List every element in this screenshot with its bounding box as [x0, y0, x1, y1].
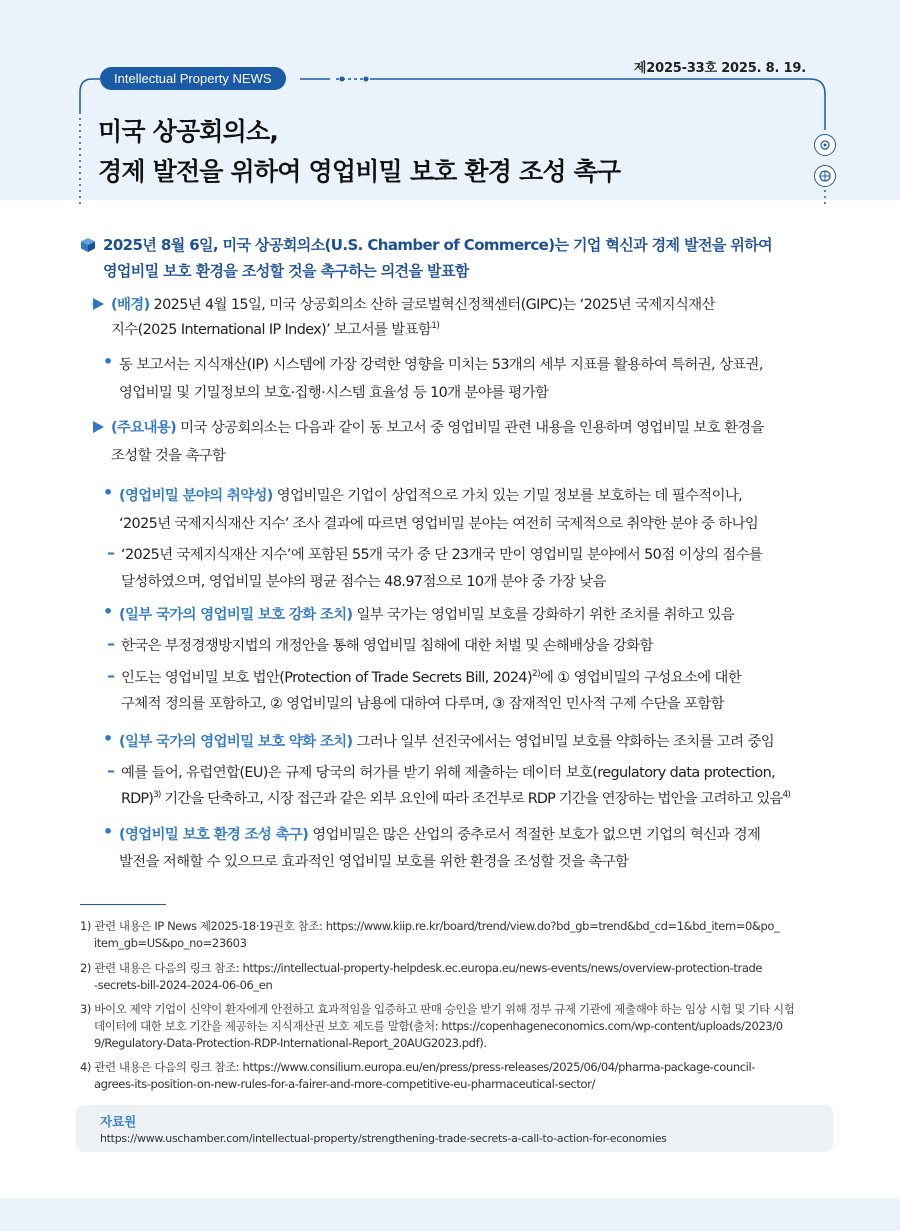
india-line-2: 구체적 정의를 포함하고, ② 영업비밀의 남용에 대하여 다루며, ③ 잠재적인 민사적 구제 수단을 포함함 — [121, 696, 724, 712]
footnote-ref-2[interactable]: 2) — [531, 669, 541, 680]
call-line-1: (영업비밀 보호 환경 조성 촉구) 영업비밀은 많은 산업의 중추로서 적절한 보호가 없으면 기업의 혁신과 경제 — [119, 827, 761, 843]
footnote-ref-3[interactable]: 3) — [152, 790, 161, 801]
triangle-bullet-icon — [93, 298, 104, 310]
report-line-2: 영업비밀 및 기밀정보의 보호·집행·시스템 효율성 등 10개 분야를 평가함 — [119, 385, 549, 401]
score-line-2: 달성하였으며, 영업비밀 분야의 평균 점수는 48.97점으로 10개 분야 중 가장 낮음 — [121, 574, 606, 590]
footnote-1-line-2: item_gb=US&po_no=23603 — [94, 936, 247, 950]
lead-line-1: 2025년 8월 6일, 미국 상공회의소(U.S. Chamber of Commerce)는 기업 혁신과 경제 발전을 위하여 — [103, 236, 773, 254]
vulnerability-line-2: ‘2025년 국제지식재산 지수’ 조사 결과에 따르면 영업비밀 분야는 여전히 국제적으로 취약한 분야 중 하나임 — [119, 516, 759, 532]
dash-bullet-icon: – — [107, 543, 115, 562]
footnote-3-line-2: 데이터에 대한 보호 기간을 제공하는 지식재산권 보호 제도를 말함(출처: https://copenhageneconomics.com/wp-content/uploads/2023/0 — [94, 1019, 783, 1033]
lead-line-2: 영업비밀 보호 환경을 조성할 것을 촉구하는 의견을 발표함 — [103, 262, 469, 280]
title-line-1: 미국 상공회의소, — [98, 117, 279, 146]
footnote-ref-1[interactable]: 1) — [431, 321, 440, 332]
issue-date: 제2025-33호 2025. 8. 19. — [633, 61, 806, 76]
footnote-1-line-1: 1) 관련 내용은 IP News 제2025-18·19권호 참조: https://www.kiip.re.kr/board/trend/view.do?bd_gb=trend&bd_cd=1&bd_item=0&po_ — [80, 919, 780, 933]
footnote-ref-4[interactable]: 4) — [782, 790, 790, 801]
report-line-1: 동 보고서는 지식재산(IP) 시스템에 가장 강력한 영향을 미치는 53개의 세부 지표를 활용하여 특허권, 상표권, — [119, 357, 763, 373]
background-line-1: (배경) 2025년 4월 15일, 미국 상공회의소 산하 글로벌혁신정책센터(GIPC)는 ‘2025년 국제지식재산 — [111, 297, 715, 313]
footnote-3-line-1: 3) 바이오 제약 기업이 신약이 환자에게 안전하고 효과적임을 입증하고 판매 승인을 받기 위해 정부 규제 기관에 제출해야 하는 임상 시험 및 기타 시험 — [80, 1002, 795, 1016]
eu-line-1: 예를 들어, 유럽연합(EU)은 규제 당국의 허가를 받기 위해 제출하는 데이터 보호(regulatory data protection, — [121, 765, 776, 781]
title-line-2: 경제 발전을 위하여 영업비밀 보호 환경 조성 촉구 — [98, 157, 621, 186]
strengthening-line-1: (일부 국가의 영업비밀 보호 강화 조치) 일부 국가는 영업비밀 보호를 강화하기 위한 조치를 취하고 있음 — [119, 607, 735, 623]
vulnerability-line-1: (영업비밀 분야의 취약성) 영업비밀은 기업이 상업적으로 가치 있는 기밀 정보를 보호하는 데 필수적이나, — [119, 488, 743, 504]
background-line-2: 지수(2025 International IP Index)’ 보고서를 발표함$^{1)}$ — [111, 321, 440, 338]
call-line-2: 발전을 저해할 수 있으므로 효과적인 영업비밀 보호를 위한 환경을 조성할 것을 촉구함 — [119, 854, 629, 870]
main-content-line-2: 조성할 것을 촉구함 — [111, 448, 226, 464]
footnote-2-line-1: 2) 관련 내용은 다음의 링크 참조: https://intellectual-property-helpdesk.ec.europa.eu/news-events/news/overview-protection-trade — [80, 961, 763, 975]
weakening-line-1: (일부 국가의 영업비밀 보호 약화 조치) 그러나 일부 선진국에서는 영업비밀 보호를 약화하는 조치를 고려 중임 — [119, 734, 775, 750]
call-label: (영업비밀 보호 환경 조성 촉구) — [119, 827, 309, 843]
triangle-bullet-icon — [93, 421, 104, 433]
cube-icon — [80, 237, 96, 253]
india-line-1: 인도는 영업비밀 보호 법안(Protection of Trade Secrets Bill, 2024)$^{2)}$에 ① 영업비밀의 구성요소에 대한 — [121, 669, 742, 686]
korea-line: 한국은 부정경쟁방지법의 개정안을 통해 영업비밀 침해에 대한 처벌 및 손해배상을 강화함 — [121, 638, 653, 654]
dash-bullet-icon: – — [107, 634, 115, 653]
dash-bullet-icon: – — [107, 666, 115, 685]
weakening-label: (일부 국가의 영업비밀 보호 약화 조치) — [119, 734, 353, 750]
footnote-2-line-2: -secrets-bill-2024-2024-06-06_en — [94, 978, 273, 992]
dash-bullet-icon: – — [107, 761, 115, 780]
newsletter-badge: Intellectual Property NEWS — [100, 67, 286, 90]
source-link[interactable]: https://www.uschamber.com/intellectual-property/strengthening-trade-secrets-a-call-to-action-for-economies — [100, 1132, 667, 1145]
footnote-4-line-2: agrees-its-position-on-new-rules-for-a-fairer-and-more-competitive-eu-pharmaceutical-sector/ — [94, 1077, 595, 1091]
footnote-3-line-3: 9/Regulatory-Data-Protection-RDP-International-Report_20AUG2023.pdf). — [94, 1036, 487, 1050]
footnote-divider — [80, 904, 166, 905]
dot-bullet-icon: • — [103, 822, 114, 841]
dot-bullet-icon: • — [103, 352, 114, 371]
dot-bullet-icon: • — [103, 729, 114, 748]
dot-bullet-icon: • — [103, 483, 114, 502]
vulnerability-label: (영업비밀 분야의 취약성) — [119, 488, 273, 504]
footnote-4-line-1: 4) 관련 내용은 다음의 링크 참조: https://www.consilium.europa.eu/en/press/press-releases/2025/06/04/pharma-package-council- — [80, 1060, 755, 1074]
source-label: 자료원 — [100, 1114, 137, 1129]
eu-line-2: RDP)$^{3)}$ 기간을 단축하고, 시장 접근과 같은 외부 요인에 따라 조건부로 RDP 기간을 연장하는 법안을 고려하고 있음$^{4)}$ — [121, 790, 790, 807]
globe-icon — [814, 165, 836, 187]
main-content-line-1: (주요내용) 미국 상공회의소는 다음과 같이 동 보고서 중 영업비밀 관련 내용을 인용하며 영업비밀 보호 환경을 — [111, 420, 764, 436]
gear-icon — [814, 134, 836, 156]
dot-bullet-icon: • — [103, 602, 114, 621]
main-content-label: (주요내용) — [111, 420, 177, 436]
strengthening-label: (일부 국가의 영업비밀 보호 강화 조치) — [119, 607, 353, 623]
page-title — [98, 112, 818, 192]
source-box — [76, 1105, 833, 1152]
score-line-1: ‘2025년 국제지식재산 지수’에 포함된 55개 국가 중 단 23개국 만이 영업비밀 분야에서 50점 이상의 점수를 — [121, 547, 763, 563]
footer-band — [0, 1198, 900, 1231]
background-label: (배경) — [111, 297, 150, 313]
